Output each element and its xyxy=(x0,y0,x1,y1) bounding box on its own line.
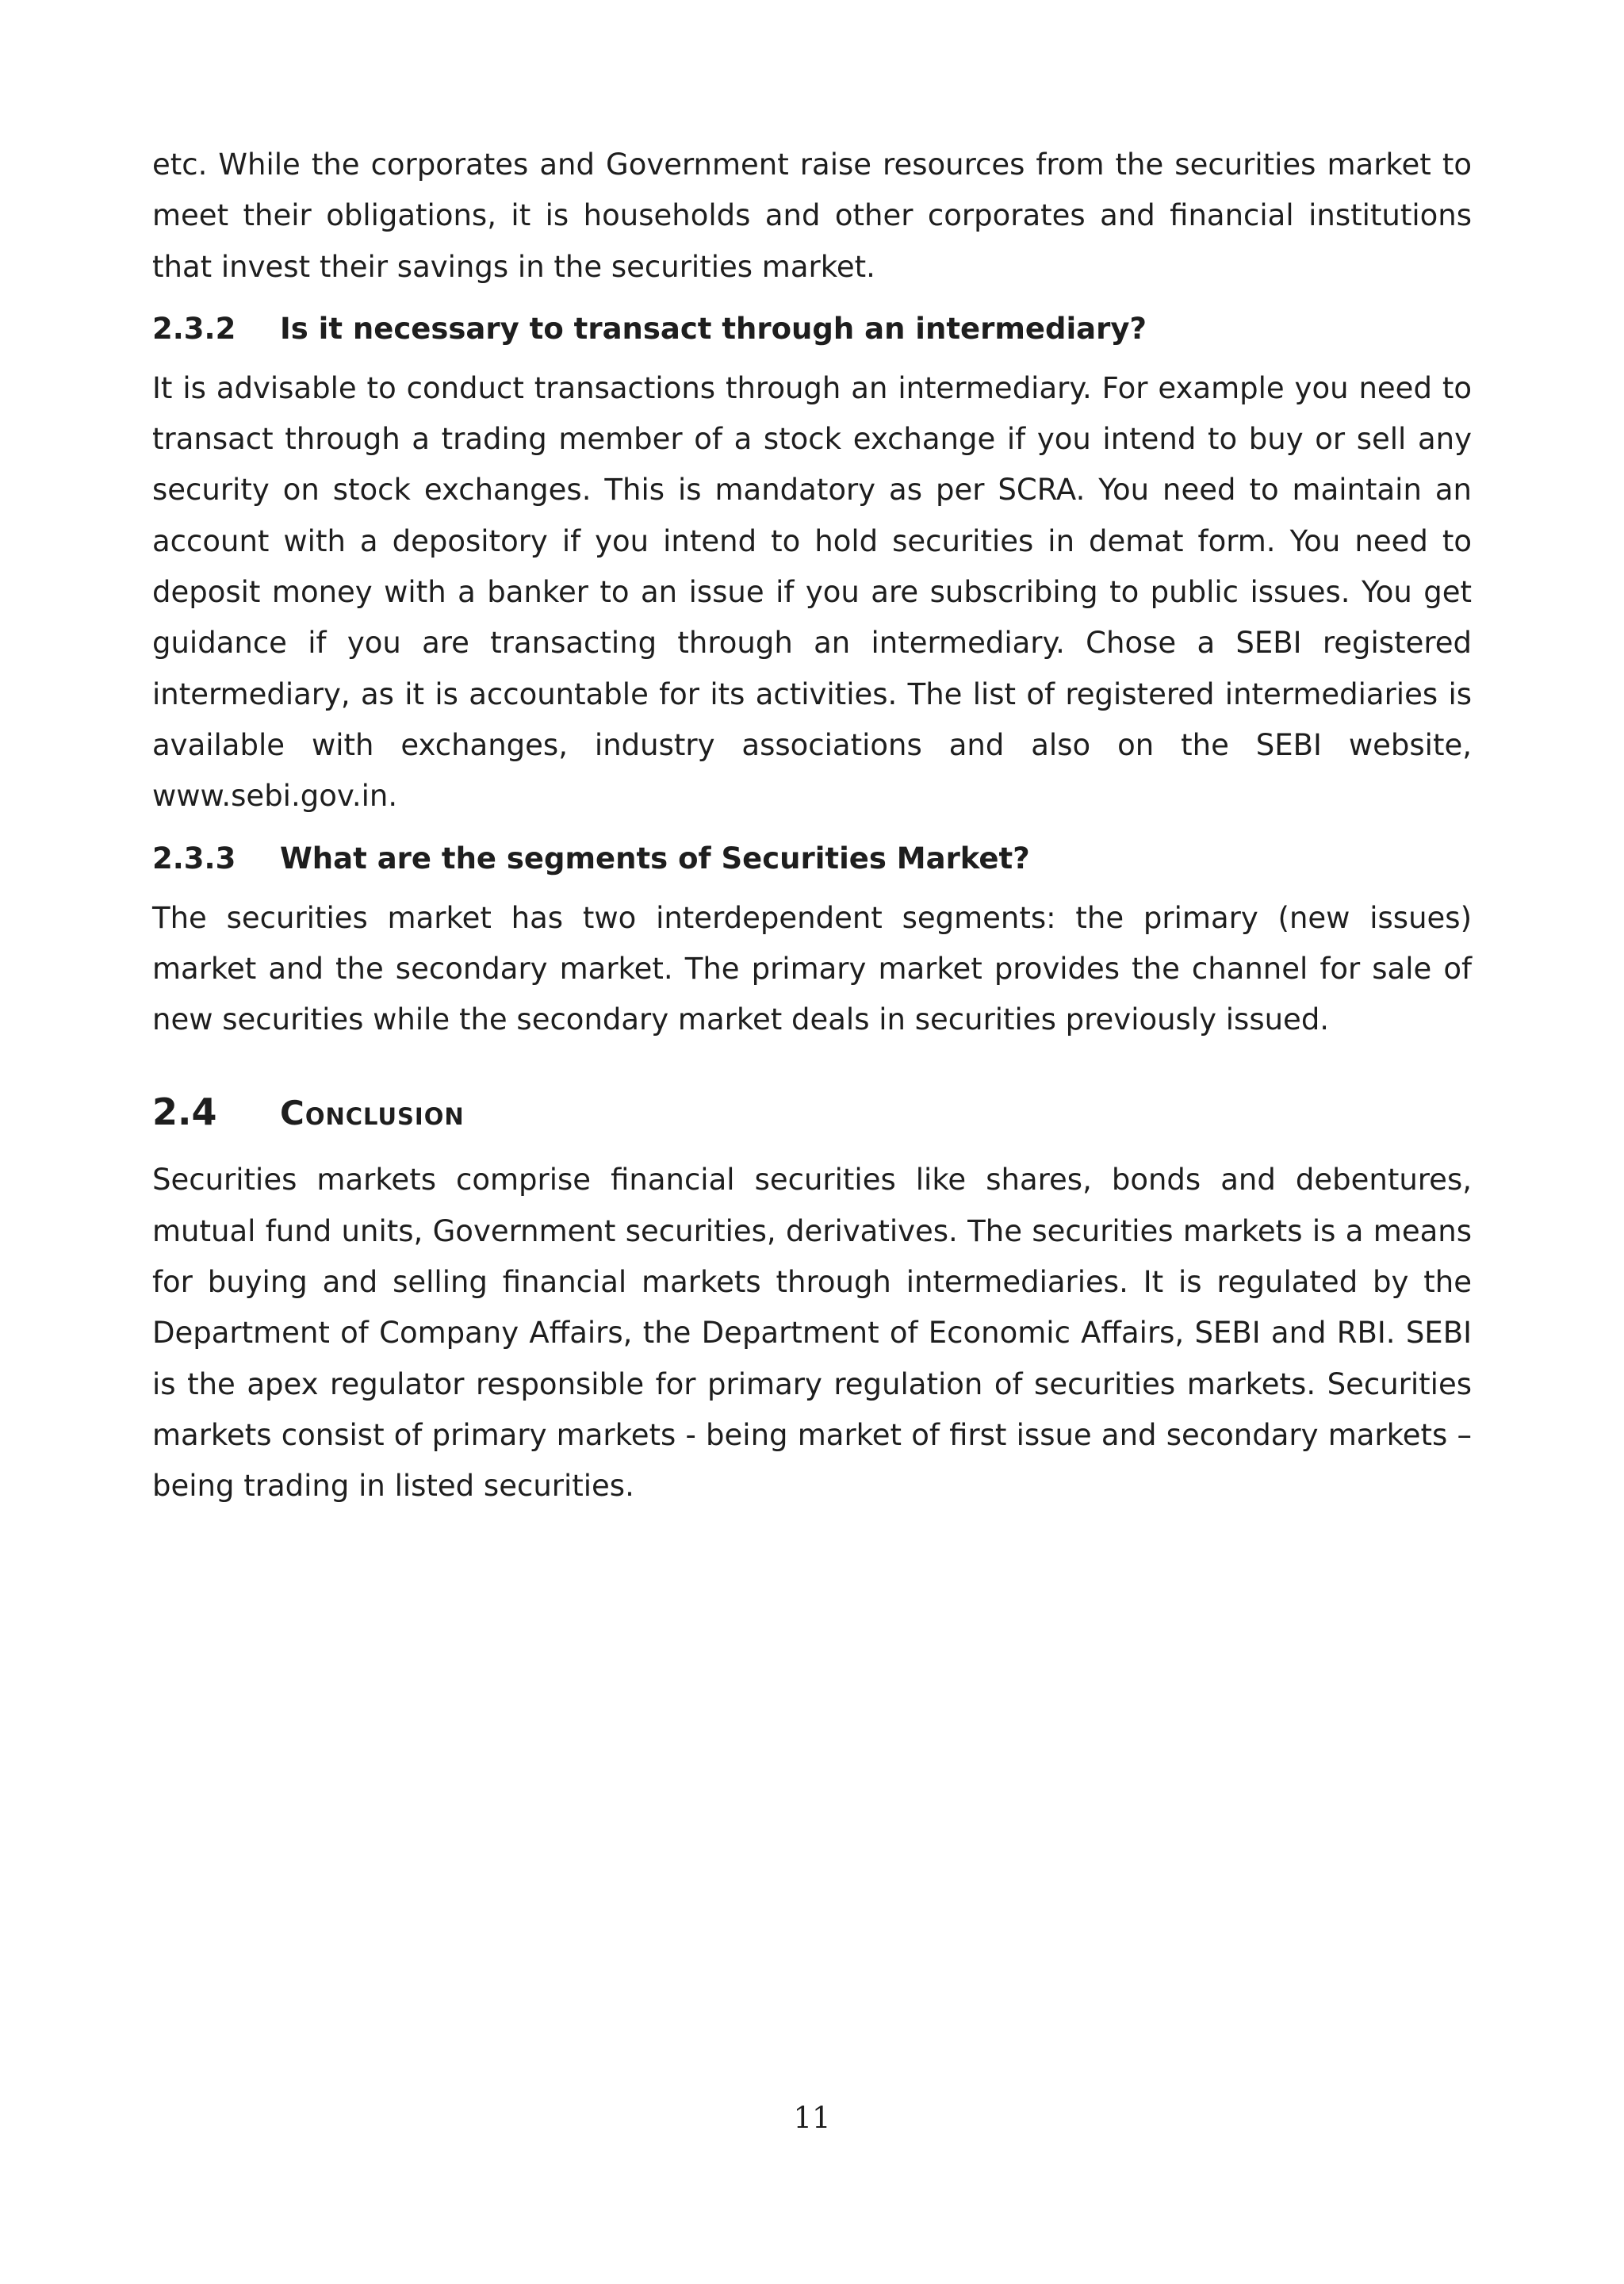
paragraph-conclusion: Securities markets comprise financial securities like shares, bonds and debentures, mutual fund units, Government securities, derivatives. The securities markets is a means for buying and selling financial markets through intermediaries. It is regulated by the Department of Company Affairs, the Department of Economic Affairs, SEBI and RBI. SEBI is the apex regulator responsible for primary regulation of securities markets. Securities markets consist of primary markets - being market of first issue and secondary markets – being trading in listed securities. xyxy=(152,1163,1472,1504)
page-content xyxy=(152,140,1472,1512)
intro-paragraph: etc. While the corporates and Government raise resources from the securities market to meet their obligations, it is households and other corporates and financial institutions that invest their savings in the securities market. xyxy=(152,148,1472,284)
section-title: Conclusion xyxy=(280,1094,465,1133)
paragraph-2-3-2: It is advisable to conduct transactions through an intermediary. For example you need to transact through a trading member of a stock exchange if you intend to buy or sell any security on stock exchanges. This is mandatory as per SCRA. You need to maintain an account with a depository if you intend to hold securities in demat form. You need to deposit money with a banker to an issue if you are subscribing to public issues. You get guidance if you are transacting through an intermediary. Chose a SEBI registered intermediary, as it is accountable for its activities. The list of registered intermediaries is available with exchanges, industry associations and also on the SEBI website, www.sebi.gov.in. xyxy=(152,370,1472,814)
page-number: 11 xyxy=(793,2101,831,2135)
paragraph-2-3-3: The securities market has two interdependent segments: the primary (new issues) market and the secondary market. The primary market provides the channel for sale of new securities while the secondary market deals in securities previously issued. xyxy=(152,900,1472,1037)
heading-number: 2.3.2 xyxy=(152,311,236,346)
heading-2-4 xyxy=(152,1090,1472,1136)
heading-2-3-2 xyxy=(152,311,1472,347)
heading-2-3-3 xyxy=(152,841,1472,877)
heading-title: What are the segments of Securities Market? xyxy=(280,841,1030,876)
section-number: 2.4 xyxy=(152,1090,217,1134)
heading-number: 2.3.3 xyxy=(152,841,236,876)
heading-title: Is it necessary to transact through an intermediary? xyxy=(280,311,1147,346)
